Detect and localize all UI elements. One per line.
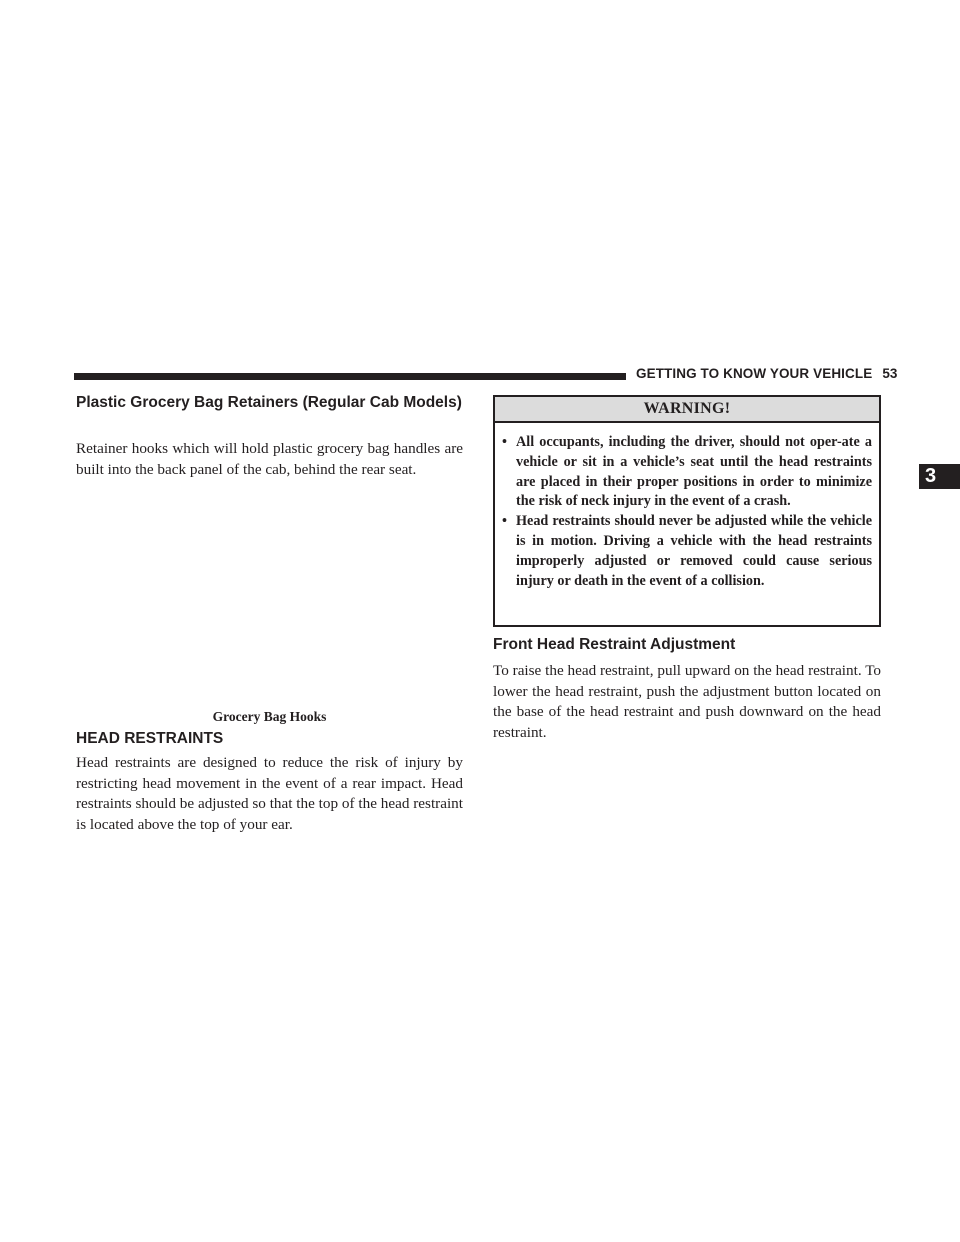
head-restraints-heading: HEAD RESTRAINTS — [76, 730, 224, 747]
warning-item — [502, 433, 872, 512]
header-rule — [74, 373, 626, 380]
figure-caption: Grocery Bag Hooks — [212, 709, 327, 724]
warning-item — [502, 512, 872, 591]
warning-item-text: All occupants, including the driver, should not oper-ate a vehicle or sit in a vehicle’s seat until the head restraints are placed in their proper positions in order to minimize the risk of neck injury in the event of a crash. — [516, 434, 872, 510]
bullet-icon: • — [502, 513, 507, 530]
page-number: 53 — [882, 366, 898, 381]
warning-item-text: Head restraints should never be adjusted while the vehicle is in motion. Driving a vehicle with the head restraints improperly adjusted or removed could cause serious injury or death in the event of a collision. — [516, 513, 872, 589]
grocery-bag-paragraph: Retainer hooks which will hold plastic grocery bag handles are built into the back panel of the cab, behind the rear seat. — [76, 440, 463, 478]
chapter-tab: 3 — [919, 464, 960, 489]
warning-list — [495, 423, 879, 591]
warning-box — [493, 395, 881, 627]
front-head-restraint-paragraph: To raise the head restraint, pull upward on the head restraint. To lower the head restraint, push the adjustment button located on the base of the head restraint and push downward on the head restraint. — [493, 662, 881, 742]
bullet-icon: • — [502, 434, 507, 450]
running-head — [636, 366, 898, 381]
front-head-restraint-heading: Front Head Restraint Adjustment — [493, 636, 736, 653]
chapter-title: GETTING TO KNOW YOUR VEHICLE — [636, 366, 873, 381]
grocery-bag-heading: Plastic Grocery Bag Retainers (Regular Cab Models) — [76, 394, 462, 411]
head-restraints-paragraph: Head restraints are designed to reduce the risk of injury by restricting head movement in the event of a rear impact. Head restraints should be adjusted so that the top of the head restraint is located above the top of your ear. — [76, 754, 463, 834]
warning-title: WARNING! — [495, 397, 879, 423]
